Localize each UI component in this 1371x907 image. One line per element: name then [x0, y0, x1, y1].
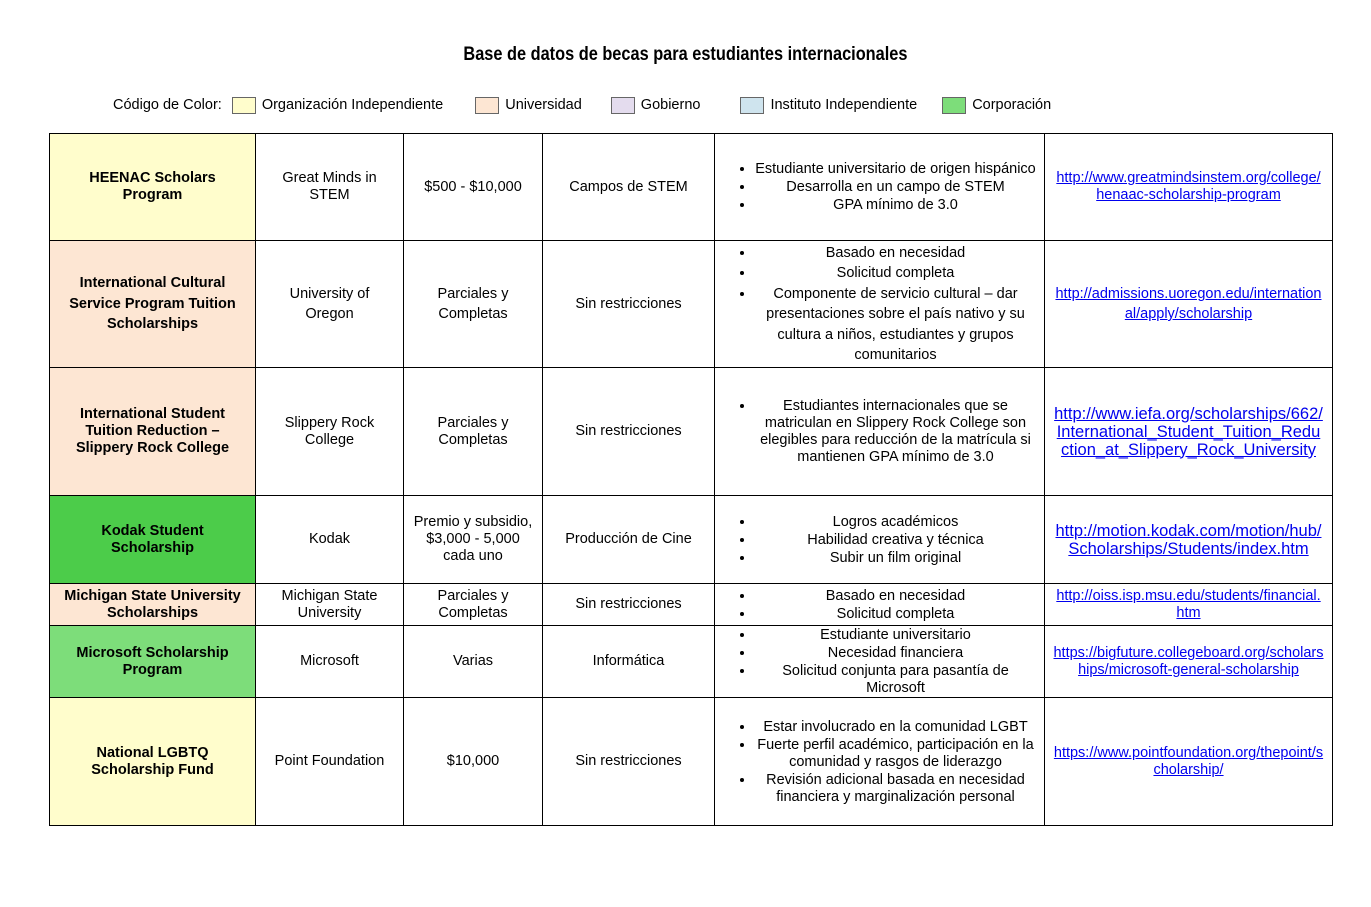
- provider: Great Minds in STEM: [256, 134, 404, 241]
- scholarship-link[interactable]: http://admissions.uoregon.edu/international/apply/scholarship: [1055, 285, 1322, 322]
- requirement-item: • Solicitud conjunta para pasantía de Microsoft: [755, 662, 1036, 697]
- scholarship-name: Kodak Student Scholarship: [50, 496, 256, 584]
- requirement-item: • Estudiante universitario de origen hispánico: [755, 160, 1036, 178]
- legend-swatch-university: [475, 97, 499, 114]
- provider: University of Oregon: [256, 241, 404, 368]
- scholarship-name: International Cultural Service Program Tuition Scholarships: [50, 241, 256, 368]
- requirement-item: • Estar involucrado en la comunidad LGBT: [755, 718, 1036, 736]
- requirement-item: • GPA mínimo de 3.0: [755, 196, 1036, 214]
- scholarship-link[interactable]: https://www.pointfoundation.org/thepoint/scholarship/: [1053, 744, 1324, 778]
- page-title: Base de datos de becas para estudiantes internacionales: [463, 44, 908, 65]
- requirements: [715, 134, 1045, 241]
- scholarship-name: National LGBTQ Scholarship Fund: [50, 698, 256, 826]
- requirement-item: • Fuerte perfil académico, participación en la comunidad y rasgos de liderazgo: [755, 736, 1036, 771]
- requirement-item: • Necesidad financiera: [755, 644, 1036, 662]
- field: Informática: [543, 626, 715, 698]
- legend-item-government: Gobierno: [640, 97, 701, 113]
- scholarship-name: Michigan State University Scholarships: [50, 584, 256, 626]
- requirement-item: • Basado en necesidad: [755, 243, 1036, 264]
- amount: Parciales y Completas: [404, 584, 543, 626]
- color-legend: [113, 94, 1051, 116]
- scholarship-link[interactable]: https://bigfuture.collegeboard.org/scholarships/microsoft-general-scholarship: [1053, 644, 1324, 678]
- requirements: [715, 368, 1045, 496]
- scholarship-name: Microsoft Scholarship Program: [50, 626, 256, 698]
- amount: Premio y subsidio, $3,000 - 5,000 cada uno: [404, 496, 543, 584]
- requirements: [715, 496, 1045, 584]
- field: Sin restricciones: [543, 241, 715, 368]
- table-row: [50, 584, 1333, 626]
- legend-swatch-independent-institute: [740, 97, 764, 114]
- scholarship-table: [49, 133, 1333, 826]
- scholarship-link[interactable]: http://www.greatmindsinstem.org/college/henaac-scholarship-program: [1056, 170, 1321, 203]
- field: Sin restricciones: [543, 584, 715, 626]
- requirement-item: • Logros académicos: [755, 513, 1036, 531]
- requirement-item: • Solicitud completa: [755, 263, 1036, 284]
- url-cell: [1045, 584, 1333, 626]
- amount: Varias: [404, 626, 543, 698]
- requirement-item: • Subir un film original: [755, 549, 1036, 567]
- url-cell: [1045, 496, 1333, 584]
- provider: Point Foundation: [256, 698, 404, 826]
- requirement-item: • Solicitud completa: [755, 605, 1036, 623]
- scholarship-name: HEENAC Scholars Program: [50, 134, 256, 241]
- provider: Michigan State University: [256, 584, 404, 626]
- scholarship-link[interactable]: http://www.iefa.org/scholarships/662/International_Student_Tuition_Reduction_at_Slippery_Rock_University: [1054, 404, 1323, 459]
- legend-item-university: Universidad: [505, 97, 582, 113]
- table-row: [50, 698, 1333, 826]
- url-cell: [1045, 134, 1333, 241]
- amount: $10,000: [404, 698, 543, 826]
- scholarship-link[interactable]: http://motion.kodak.com/motion/hub/Scholarships/Students/index.htm: [1055, 521, 1322, 558]
- url-cell: [1045, 368, 1333, 496]
- requirement-item: • Componente de servicio cultural – dar presentaciones sobre el país nativo y su cultura a niños, estudiantes y grupos comunitarios: [755, 284, 1036, 366]
- scholarship-name: International Student Tuition Reduction – Slippery Rock College: [50, 368, 256, 496]
- requirement-item: • Revisión adicional basada en necesidad financiera y marginalización personal: [755, 771, 1036, 806]
- requirement-item: • Basado en necesidad: [755, 587, 1036, 605]
- url-cell: [1045, 241, 1333, 368]
- requirements: [715, 698, 1045, 826]
- requirements: [715, 584, 1045, 626]
- legend-item-corporation: Corporación: [972, 97, 1052, 113]
- table-row: [50, 496, 1333, 584]
- requirements: [715, 241, 1045, 368]
- amount: $500 - $10,000: [404, 134, 543, 241]
- requirements: [715, 626, 1045, 698]
- field: Sin restricciones: [543, 368, 715, 496]
- provider: Slippery Rock College: [256, 368, 404, 496]
- table-row: [50, 134, 1333, 241]
- legend-item-independent-institute: Instituto Independiente: [770, 97, 918, 113]
- provider: Kodak: [256, 496, 404, 584]
- table-row: [50, 241, 1333, 368]
- url-cell: [1045, 698, 1333, 826]
- legend-label: Código de Color:: [113, 97, 222, 113]
- legend-swatch-government: [611, 97, 635, 114]
- legend-item-independent-org: Organización Independiente: [261, 97, 444, 113]
- amount: Parciales y Completas: [404, 368, 543, 496]
- scholarship-link[interactable]: http://oiss.isp.msu.edu/students/financial.htm: [1056, 587, 1321, 621]
- requirement-item: • Habilidad creativa y técnica: [755, 531, 1036, 549]
- requirement-item: • Estudiantes internacionales que se matriculan en Slippery Rock College son elegibles para reducción de la matrícula si mantienen GPA mínimo de 3.0: [755, 397, 1036, 466]
- field: Campos de STEM: [543, 134, 715, 241]
- legend-swatch-corporation: [942, 97, 966, 114]
- legend-swatch-independent-org: [232, 97, 256, 114]
- field: Producción de Cine: [543, 496, 715, 584]
- requirement-item: • Desarrolla en un campo de STEM: [755, 178, 1036, 196]
- table-row: [50, 626, 1333, 698]
- provider: Microsoft: [256, 626, 404, 698]
- amount: Parciales y Completas: [404, 241, 543, 368]
- url-cell: [1045, 626, 1333, 698]
- field: Sin restricciones: [543, 698, 715, 826]
- table-row: [50, 368, 1333, 496]
- requirement-item: • Estudiante universitario: [755, 626, 1036, 644]
